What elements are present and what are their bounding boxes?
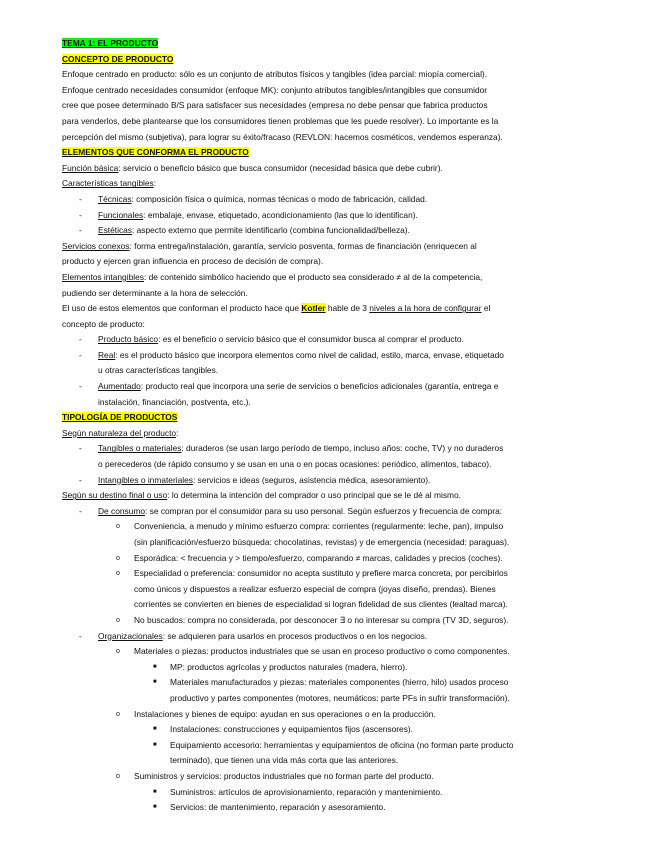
intangibles-line2: pudiendo ser determinante a la hora de selección. bbox=[62, 287, 248, 298]
list-item bbox=[62, 566, 594, 582]
naturaleza-para bbox=[62, 426, 594, 442]
tecnicas-label: Técnicas bbox=[98, 193, 132, 204]
materiales-text: Materiales o piezas: productos industriales que se usan en proceso productivo o como componentes. bbox=[134, 646, 510, 657]
conveniencia-line1: Conveniencia, a menudo y mínimo esfuerzo compra: corrientes (regularmente: leche, pan), impulso bbox=[134, 521, 504, 532]
intangibles-inmateriales-text: : servicios e ideas (seguros, asistencia médica, asesoramiento). bbox=[192, 474, 431, 485]
concepto-p2-line3: para venderlos, debe plantearse que los consumidores tienen problemas que les puede resolver). Lo importante es la bbox=[62, 115, 499, 126]
esteticas-text: : aspecto externo que permite identificarlo (combina funcionalidad/belleza). bbox=[131, 225, 410, 236]
circle-bullet: o bbox=[116, 710, 120, 718]
kotler-line2: concepto de producto: bbox=[62, 318, 145, 329]
dash-bullet: - bbox=[79, 505, 82, 516]
dash-bullet: - bbox=[79, 381, 82, 392]
list-item bbox=[62, 722, 594, 738]
caracteristicas-colon: : bbox=[153, 178, 157, 189]
list-item bbox=[62, 441, 594, 457]
kotler-mid: hable de 3 bbox=[325, 303, 370, 314]
mp-text: MP: productos agrícolas y productos naturales (madera, hierro). bbox=[170, 661, 408, 672]
list-item bbox=[62, 223, 594, 239]
square-bullet: ■ bbox=[153, 663, 157, 670]
tangibles-line1: : duraderos (se usan largo período de tiempo, incluso años: coche, TV) y no duraderos bbox=[181, 443, 504, 454]
equipamiento-line1: Equipamiento accesorio: herramientas y equipamientos de oficina (no forman parte producto bbox=[170, 739, 514, 750]
kotler-niveles: niveles a la hora de configurar bbox=[369, 303, 482, 314]
intangibles-line1: : de contenido simbólico haciendo que el producto sea considerado ≠ al de la competencia, bbox=[143, 271, 483, 282]
list-item bbox=[62, 660, 594, 676]
suministros-sub-text: Suministros: artículos de aprovisionamiento, reparación y mantenimiento. bbox=[170, 786, 443, 797]
square-bullet: ■ bbox=[153, 804, 157, 811]
tangibles-line2: o perecederos (de rápido consumo y se usan en una o en pocas ocasiones: periódico, alimentos, tabaco). bbox=[98, 459, 492, 470]
esporadica-text: Esporádica: < frecuencia y > tiempo/esfuerzo, comparando ≠ marcas, calidades y precios (coches). bbox=[134, 552, 503, 563]
circle-bullet: o bbox=[116, 570, 120, 578]
square-bullet: ■ bbox=[153, 741, 157, 748]
nobuscados-text: No buscados: compra no considerada, por desconocer ∃ o no interesar su compra (TV 3D, seguros). bbox=[134, 614, 509, 625]
aumentado-line1: : producto real que incorpora una serie de servicios o beneficios adicionales (garantía, entrega e bbox=[140, 381, 499, 392]
square-bullet: ■ bbox=[153, 788, 157, 795]
organizacionales-label: Organizacionales bbox=[98, 630, 163, 641]
servicios-line2: producto y ejercen gran influencia en proceso de decisión de compra). bbox=[62, 256, 324, 267]
list-item bbox=[62, 644, 594, 660]
list-item bbox=[62, 551, 594, 567]
dash-bullet: - bbox=[79, 349, 82, 360]
circle-bullet: o bbox=[116, 648, 120, 656]
funcion-basica-text: : servicio o beneficio básico que busca consumidor (necesidad básica que debe cubrir). bbox=[118, 162, 443, 173]
especialidad-line2: como únicos y dispuestos a realizar esfuerzo especial de compra (joyas diseño, prendas). Bienes bbox=[134, 583, 496, 594]
dash-bullet: - bbox=[79, 630, 82, 641]
intangibles-inmateriales-label: Intangibles o inmateriales bbox=[98, 474, 193, 485]
naturaleza-label: Según naturaleza del producto bbox=[62, 427, 177, 438]
funcionales-text: : embalaje, envase, etiquetado, acondicionamiento (las que lo identifican). bbox=[143, 209, 418, 220]
naturaleza-colon: : bbox=[176, 427, 179, 438]
list-item bbox=[62, 519, 594, 535]
circle-bullet: o bbox=[116, 616, 120, 624]
organizacionales-text: : se adquieren para usarlos en procesos productivos o en los negocios. bbox=[162, 630, 428, 641]
especialidad-line1: Especialidad o preferencia: consumidor no acepta sustituto y prefiere marca concreta, por percibirlos bbox=[134, 568, 508, 579]
concepto-p2-line1: Enfoque centrado necesidades consumidor (enfoque MK): conjunto atributos tangibles/intangibles que consumidor bbox=[62, 84, 488, 95]
servicios-label: Servicios conexos bbox=[62, 240, 130, 251]
suministros-text: Suministros y servicios: productos industriales que no forman parte del producto. bbox=[134, 770, 434, 781]
list-item bbox=[62, 675, 594, 691]
servicios-para bbox=[62, 239, 594, 255]
list-item bbox=[62, 379, 594, 395]
consumo-text: : se compran por el consumidor para su uso personal. Según esfuerzos y frecuencia de compra: bbox=[145, 505, 503, 516]
concepto-p1: Enfoque centrado en producto: sólo es un conjunto de atributos físicos y tangibles (idea parcial: miopía comercial). bbox=[62, 69, 488, 80]
intangibles-label: Elementos intangibles bbox=[62, 271, 144, 282]
dash-bullet: - bbox=[79, 209, 82, 220]
servicios-sub-text: Servicios: de mantenimiento, reparación y asesoramiento. bbox=[170, 802, 386, 813]
elementos-heading: ELEMENTOS QUE CONFORMA EL PRODUCTO bbox=[62, 147, 249, 158]
circle-bullet: o bbox=[116, 523, 120, 531]
list-item bbox=[62, 800, 594, 816]
square-bullet: ■ bbox=[153, 726, 157, 733]
consumo-label: De consumo bbox=[98, 505, 146, 516]
funcion-basica-para bbox=[62, 161, 594, 177]
real-line1: : es el producto básico que incorpora elementos como nivel de calidad, estilo, marca, envase, etiquetado bbox=[115, 349, 504, 360]
kotler-pre: El uso de estos elementos que conforman el producto hace que bbox=[62, 303, 302, 314]
kotler-post: el bbox=[481, 303, 491, 314]
list-item bbox=[62, 348, 594, 364]
dash-bullet: - bbox=[79, 193, 82, 204]
kotler-para bbox=[62, 301, 594, 317]
aumentado-line2: instalación, financiación, postventa, etc.). bbox=[98, 396, 251, 407]
concepto-heading: CONCEPTO DE PRODUCTO bbox=[62, 53, 174, 64]
circle-bullet: o bbox=[116, 554, 120, 562]
list-item bbox=[62, 738, 594, 754]
list-item bbox=[62, 473, 594, 489]
concepto-p2-line2: cree que posee determinado B/S para satisfacer sus necesidades (empresa no debe pensar que fabrica productos bbox=[62, 100, 488, 111]
instalaciones-text: Instalaciones y bienes de equipo: ayudan en sus operaciones o en la producción. bbox=[134, 708, 436, 719]
title-heading: TEMA 1: EL PRODUCTO bbox=[62, 38, 159, 48]
list-item bbox=[62, 707, 594, 723]
list-item bbox=[62, 613, 594, 629]
aumentado-label: Aumentado bbox=[98, 381, 141, 392]
caracteristicas-para bbox=[62, 176, 594, 192]
list-item bbox=[62, 504, 594, 520]
concepto-p2-line4: percepción del mismo (subjetiva), para lograr su éxito/fracaso (REVLON: hacemos cosméticos, vendemos esperanza). bbox=[62, 131, 503, 142]
list-item bbox=[62, 769, 594, 785]
tipologia-heading: TIPOLOGÍA DE PRODUCTOS bbox=[62, 412, 178, 423]
list-item bbox=[62, 192, 594, 208]
caracteristicas-label: Características tangibles bbox=[62, 178, 154, 189]
funcion-basica-label: Función básica bbox=[62, 162, 119, 173]
esteticas-label: Estéticas bbox=[98, 225, 132, 236]
dash-bullet: - bbox=[79, 474, 82, 485]
list-item bbox=[62, 208, 594, 224]
servicios-line1: : forma entrega/instalación, garantía, servicio posventa, formas de financiación (enriquecen al bbox=[129, 240, 477, 251]
document-page bbox=[62, 36, 594, 816]
kotler-highlight: Kotler bbox=[301, 303, 326, 314]
conveniencia-line2: (sin planificación/esfuerzo búsqueda: chocolatinas, revistas) y de emergencia (necesidad: paraguas). bbox=[134, 537, 510, 547]
tecnicas-text: : composición física o química, normas técnicas o modo de fabricación, calidad. bbox=[131, 193, 428, 204]
intangibles-para bbox=[62, 270, 594, 286]
instalaciones-sub-text: Instalaciones: construcciones y equipamientos fijos (ascensores). bbox=[170, 724, 413, 735]
tangibles-label: Tangibles o materiales bbox=[98, 443, 182, 454]
basico-label: Producto básico bbox=[98, 334, 159, 345]
list-item bbox=[62, 785, 594, 801]
manufacturados-line2: productivo y partes componentes (motores, neumáticos: parte PFs in sufrir transformación). bbox=[170, 692, 510, 703]
real-label: Real bbox=[98, 349, 116, 360]
destino-text: : lo determina la intención del comprador o uso principal que se le dé al mismo. bbox=[167, 490, 461, 501]
circle-bullet: o bbox=[116, 772, 120, 780]
square-bullet: ■ bbox=[153, 679, 157, 686]
dash-bullet: - bbox=[79, 334, 82, 345]
destino-label: Según su destino final o uso bbox=[62, 490, 168, 501]
destino-para bbox=[62, 488, 594, 504]
equipamiento-line2: terminado), que tienen una vida más corta que las anteriores. bbox=[170, 755, 399, 766]
basico-text: : es el beneficio o servicio básico que el consumidor busca al comprar el producto. bbox=[158, 334, 464, 345]
list-item bbox=[62, 332, 594, 348]
manufacturados-line1: Materiales manufacturados y piezas: materiales componentes (hierro, hilo) usados proceso bbox=[170, 677, 509, 688]
dash-bullet: - bbox=[79, 443, 82, 454]
list-item bbox=[62, 629, 594, 645]
dash-bullet: - bbox=[79, 225, 82, 236]
real-line2: u otras características tangibles. bbox=[98, 365, 219, 376]
especialidad-line3: corrientes se convierten en bienes de especialidad si logran fidelidad de sus clientes (lealtad marca). bbox=[134, 599, 508, 610]
funcionales-label: Funcionales bbox=[98, 209, 144, 220]
